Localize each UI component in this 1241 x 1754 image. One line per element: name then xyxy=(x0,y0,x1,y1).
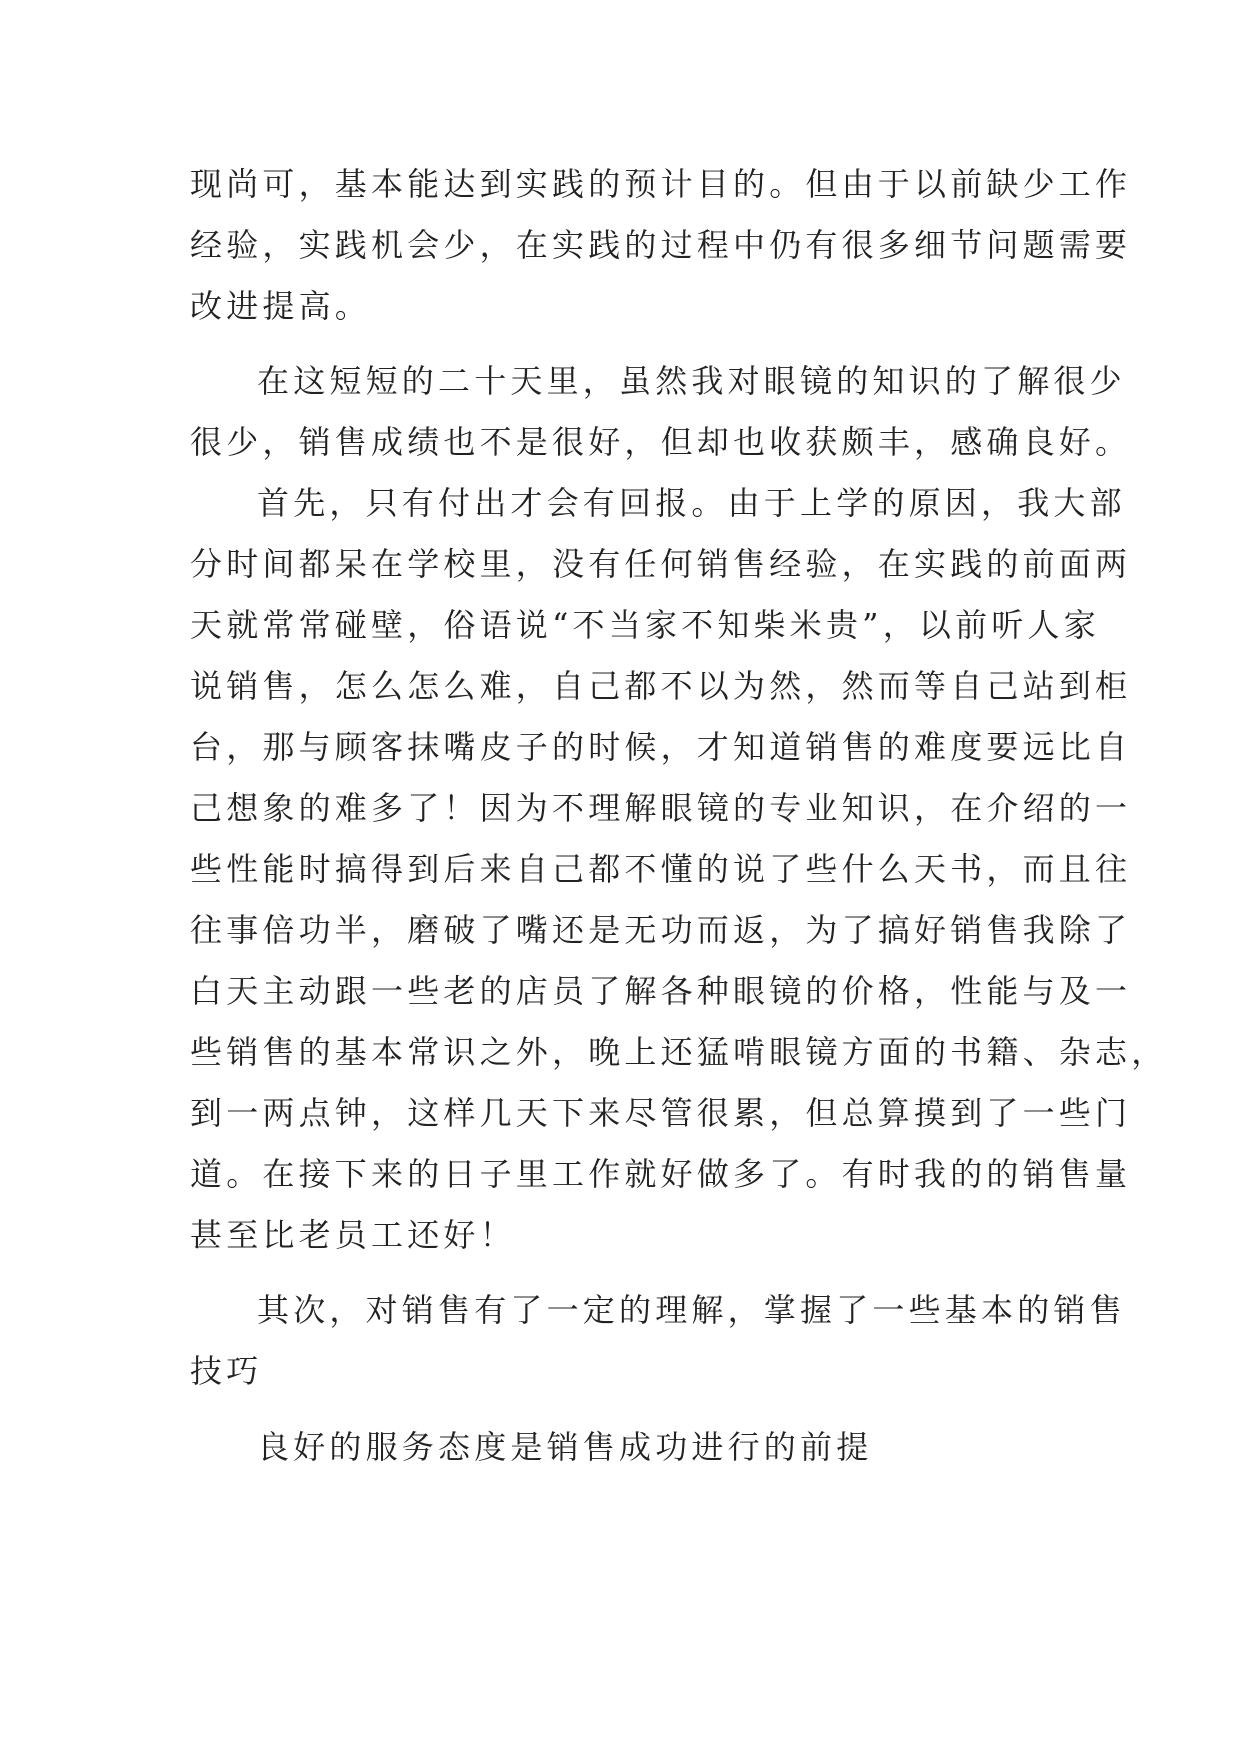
text-line: 往事倍功半，磨破了嘴还是无功而返，为了搞好销售我除了 xyxy=(190,911,1132,949)
text-line: 白天主动跟一些老的店员了解各种眼镜的价格，性能与及一 xyxy=(190,972,1132,1010)
text-line: 天就常常碰壁，俗语说“不当家不知柴米贵”，以前听人家 xyxy=(190,606,1100,644)
text-line: 道。在接下来的日子里工作就好做多了。有时我的的销售量 xyxy=(190,1155,1132,1193)
paragraph-first-line: 良好的服务态度是销售成功进行的前提 xyxy=(257,1428,873,1466)
text-line: 现尚可，基本能达到实践的预计目的。但由于以前缺少工作 xyxy=(190,165,1132,203)
text-line: 己想象的难多了！因为不理解眼镜的专业知识，在介绍的一 xyxy=(190,789,1132,827)
text-line: 改进提高。 xyxy=(190,287,372,325)
text-line: 说销售，怎么怎么难，自己都不以为然，然而等自己站到柜 xyxy=(190,667,1132,705)
text-line: 甚至比老员工还好！ xyxy=(190,1216,516,1254)
paragraph-first-line: 其次，对销售有了一定的理解，掌握了一些基本的销售 xyxy=(257,1291,1126,1329)
paragraph-first-line: 首先，只有付出才会有回报。由于上学的原因，我大部 xyxy=(257,484,1126,522)
text-line: 台，那与顾客抹嘴皮子的时候，才知道销售的难度要远比自 xyxy=(190,728,1132,766)
text-line: 经验，实践机会少，在实践的过程中仍有很多细节问题需要 xyxy=(190,226,1132,264)
text-line: 些性能时搞得到后来自己都不懂的说了些什么天书，而且往 xyxy=(190,850,1132,888)
text-line: 技巧 xyxy=(190,1352,263,1390)
text-line: 些销售的基本常识之外，晚上还猛啃眼镜方面的书籍、杂志， xyxy=(190,1033,1168,1071)
text-line: 很少，销售成绩也不是很好，但却也收获颇丰，感确良好。 xyxy=(190,423,1132,461)
text-line: 到一两点钟，这样几天下来尽管很累，但总算摸到了一些门 xyxy=(190,1094,1132,1132)
paragraph-first-line: 在这短短的二十天里，虽然我对眼镜的知识的了解很少 xyxy=(257,362,1126,400)
text-line: 分时间都呆在学校里，没有任何销售经验，在实践的前面两 xyxy=(190,545,1132,583)
